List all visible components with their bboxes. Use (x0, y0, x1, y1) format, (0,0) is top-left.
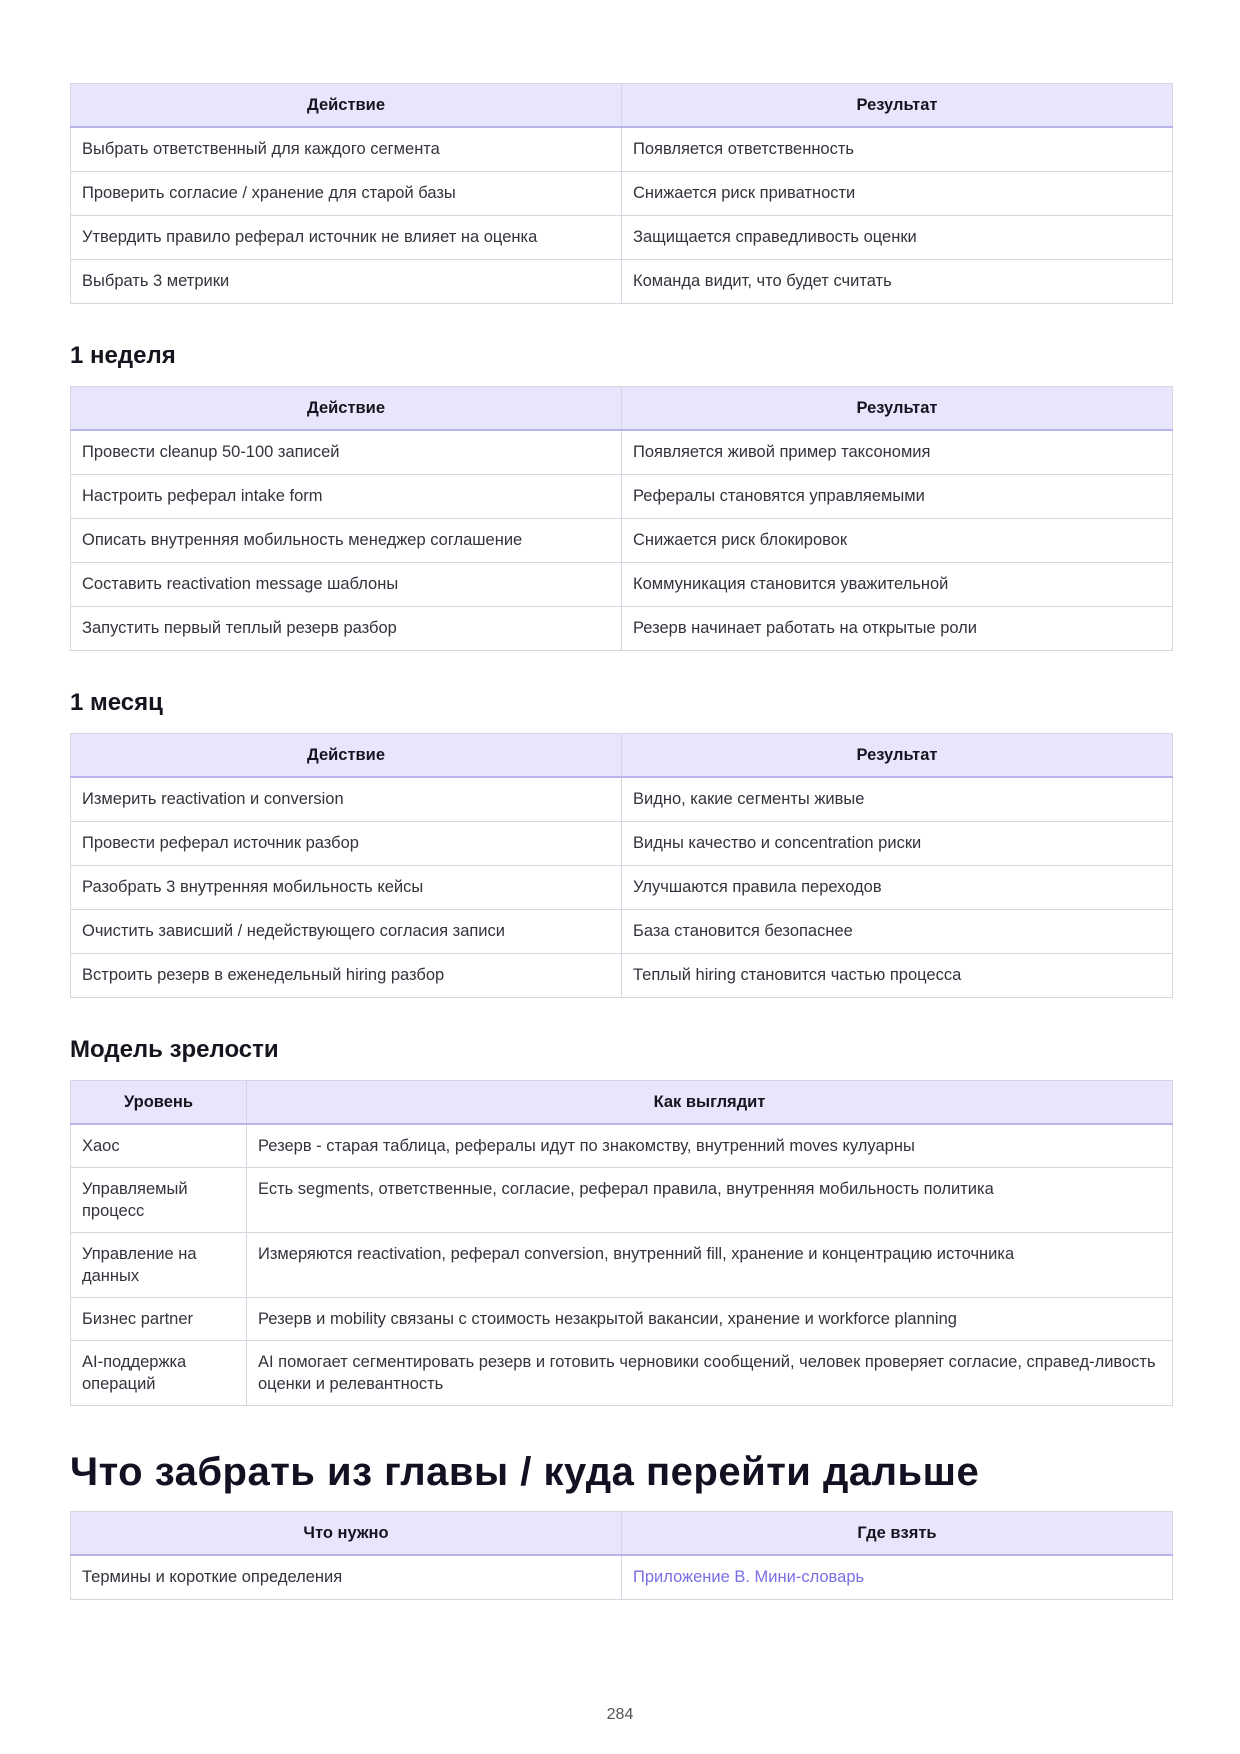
description-cell: AI помогает сегментировать резерв и готовить черновики сообщений, человек проверяет согласие, справед-ливость оценки и релевантность (247, 1341, 1173, 1406)
level-cell: Бизнес partner (71, 1298, 247, 1341)
result-cell: Улучшаются правила переходов (622, 866, 1173, 910)
description-cell: Измеряются reactivation, реферал conversion, внутренний fill, хранение и концентрацию источника (247, 1233, 1173, 1298)
column-header-result: Результат (622, 387, 1173, 431)
table-row (71, 1168, 1173, 1233)
column-header-action: Действие (71, 734, 622, 778)
table-row (71, 1124, 1173, 1168)
level-cell: AI-поддержка операций (71, 1341, 247, 1406)
table-row (71, 1341, 1173, 1406)
actions-table-top (70, 83, 1173, 304)
month-heading: 1 месяц (70, 689, 163, 716)
table-row (71, 1555, 1173, 1600)
level-cell: Хаос (71, 1124, 247, 1168)
table-row (71, 607, 1173, 651)
result-cell: Видно, какие сегменты живые (622, 777, 1173, 822)
result-cell: Снижается риск приватности (622, 172, 1173, 216)
action-cell: Выбрать ответственный для каждого сегмента (71, 127, 622, 172)
action-cell: Составить reactivation message шаблоны (71, 563, 622, 607)
table-row (71, 910, 1173, 954)
table-row (71, 954, 1173, 998)
need-cell: Термины и короткие определения (71, 1555, 622, 1600)
month-table (70, 733, 1173, 998)
column-header-description: Как выглядит (247, 1081, 1173, 1125)
where-cell (622, 1555, 1173, 1600)
week-heading: 1 неделя (70, 342, 176, 369)
result-cell: Теплый hiring становится частью процесса (622, 954, 1173, 998)
result-cell: Защищается справедливость оценки (622, 216, 1173, 260)
result-cell: Снижается риск блокировок (622, 519, 1173, 563)
description-cell: Есть segments, ответственные, согласие, реферал правила, внутренняя мобильность политика (247, 1168, 1173, 1233)
column-header-level: Уровень (71, 1081, 247, 1125)
result-cell: База становится безопаснее (622, 910, 1173, 954)
action-cell: Выбрать 3 метрики (71, 260, 622, 304)
action-cell: Провести реферал источник разбор (71, 822, 622, 866)
result-cell: Коммуникация становится уважительной (622, 563, 1173, 607)
action-cell: Провести cleanup 50-100 записей (71, 430, 622, 475)
table-row (71, 216, 1173, 260)
result-cell: Появляется ответственность (622, 127, 1173, 172)
result-cell: Видны качество и concentration риски (622, 822, 1173, 866)
action-cell: Утвердить правило реферал источник не влияет на оценка (71, 216, 622, 260)
level-cell: Управление на данных (71, 1233, 247, 1298)
table-row (71, 1233, 1173, 1298)
column-header-result: Результат (622, 734, 1173, 778)
column-header-result: Результат (622, 84, 1173, 128)
action-cell: Встроить резерв в еженедельный hiring разбор (71, 954, 622, 998)
level-cell: Управляемый процесс (71, 1168, 247, 1233)
description-cell: Резерв - старая таблица, рефералы идут по знакомству, внутренний moves кулуарны (247, 1124, 1173, 1168)
table-row (71, 563, 1173, 607)
appendix-link[interactable]: Приложение В. Мини-словарь (633, 1568, 865, 1586)
result-cell: Команда видит, что будет считать (622, 260, 1173, 304)
action-cell: Разобрать 3 внутренняя мобильность кейсы (71, 866, 622, 910)
table-row (71, 260, 1173, 304)
column-header-action: Действие (71, 387, 622, 431)
table-row (71, 430, 1173, 475)
table-row (71, 822, 1173, 866)
table-row (71, 127, 1173, 172)
column-header-where: Где взять (622, 1512, 1173, 1556)
action-cell: Запустить первый теплый резерв разбор (71, 607, 622, 651)
action-cell: Очистить зависший / недействующего согласия записи (71, 910, 622, 954)
table-row (71, 777, 1173, 822)
result-cell: Рефералы становятся управляемыми (622, 475, 1173, 519)
result-cell: Появляется живой пример таксономия (622, 430, 1173, 475)
column-header-need: Что нужно (71, 1512, 622, 1556)
table-row (71, 866, 1173, 910)
maturity-heading: Модель зрелости (70, 1036, 279, 1063)
table-row (71, 519, 1173, 563)
table-row (71, 475, 1173, 519)
takeaway-table (70, 1511, 1173, 1600)
result-cell: Резерв начинает работать на открытые роли (622, 607, 1173, 651)
table-row (71, 1298, 1173, 1341)
table-row (71, 172, 1173, 216)
page-content (70, 83, 1173, 1600)
action-cell: Настроить реферал intake form (71, 475, 622, 519)
page-number: 284 (606, 1706, 634, 1723)
chapter-takeaway-heading: Что забрать из главы / куда перейти дальше (70, 1450, 980, 1494)
action-cell: Измерить reactivation и conversion (71, 777, 622, 822)
week-table (70, 386, 1173, 651)
column-header-action: Действие (71, 84, 622, 128)
maturity-table (70, 1080, 1173, 1406)
description-cell: Резерв и mobility связаны с стоимость незакрытой вакансии, хранение и workforce planning (247, 1298, 1173, 1341)
action-cell: Проверить согласие / хранение для старой базы (71, 172, 622, 216)
action-cell: Описать внутренняя мобильность менеджер соглашение (71, 519, 622, 563)
